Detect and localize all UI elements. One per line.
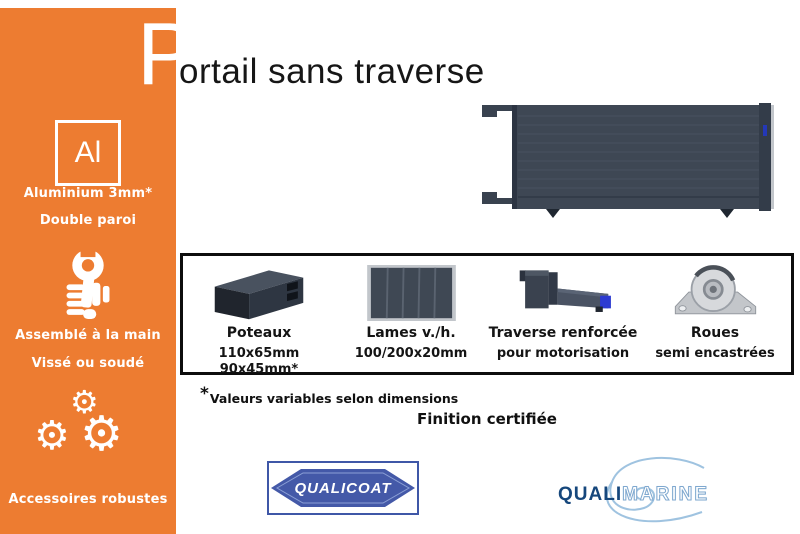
gear-large-icon: ⚙ (80, 406, 124, 462)
post-profile-image (204, 265, 314, 321)
sidebar-label-assemble: Assemblé à la main (15, 328, 161, 343)
feature-name: Lames v./h. (366, 325, 456, 341)
feature-name: Poteaux (226, 325, 292, 341)
qualicoat-wordmark: QUALICOAT (294, 479, 392, 497)
qualimarine-wordmark (558, 484, 734, 506)
qualimarine-bold-part: QUALI (558, 484, 623, 505)
feature-poteaux (183, 256, 335, 377)
sliding-gate-illustration (478, 97, 798, 222)
gear-medium-icon: ⚙ (34, 413, 70, 459)
feature-lames (335, 256, 487, 372)
gear-small-icon: ⚙ (70, 383, 99, 421)
finish-certified-label: Finition certifiée (417, 410, 557, 428)
feature-roues (639, 256, 791, 372)
feature-detail: pour motorisation (496, 345, 630, 361)
al-symbol: Al (74, 136, 102, 169)
features-box (180, 253, 794, 375)
aluminium-al-icon (55, 120, 121, 186)
sidebar-label-aluminium: Aluminium 3mm* (23, 186, 153, 201)
feature-detail: 110x65mm 90x45mm* (218, 345, 300, 377)
feature-name: Traverse renforcée (488, 325, 638, 341)
qualicoat-logo (267, 461, 419, 515)
sidebar-label-double-paroi: Double paroi (39, 213, 137, 228)
slats-panel-image (364, 265, 459, 321)
page-title: ortail sans traverse (179, 52, 485, 91)
feature-name: Roues (690, 325, 740, 341)
sidebar-label-accessoires: Accessoires robustes (8, 492, 168, 507)
gears-icon (28, 383, 148, 482)
qualimarine-logo (546, 456, 734, 524)
footnote-text: Valeurs variables selon dimensions (209, 391, 459, 406)
qualimarine-light-part: MARINE (622, 484, 710, 505)
wrench-hand-icon (46, 248, 130, 324)
page-title-initial: P (137, 4, 196, 103)
footnote (200, 384, 458, 406)
feature-traverse (487, 256, 639, 372)
footnote-asterisk: * (200, 384, 209, 404)
feature-detail: 100/200x20mm (354, 345, 468, 361)
ground-wheel-image (668, 265, 763, 321)
reinforced-beam-image (501, 265, 626, 321)
sidebar-label-visse: Vissé ou soudé (31, 356, 145, 371)
feature-detail: semi encastrées (655, 345, 775, 361)
